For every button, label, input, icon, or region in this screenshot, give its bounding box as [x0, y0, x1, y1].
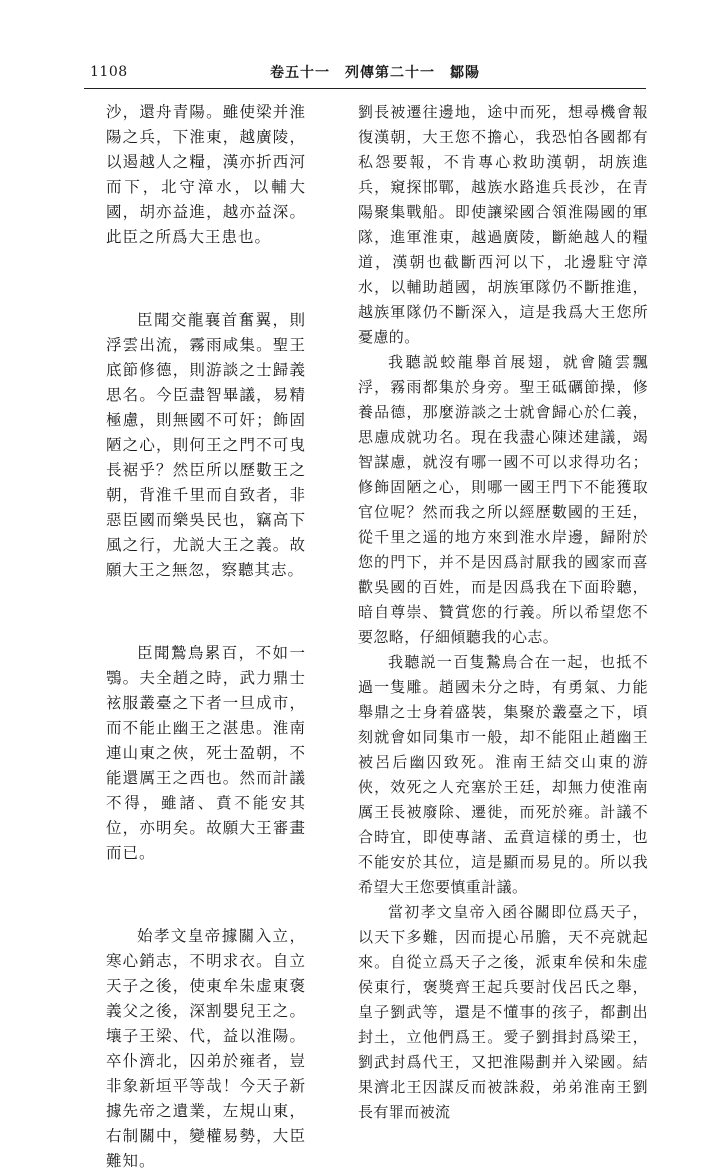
header-divider: [84, 88, 646, 89]
classical-paragraph: 臣聞鷙鳥累百，不如一鶚。夫全趙之時，武力鼎士袨服叢臺之下者一旦成市，而不能止幽王之湛患。淮南連山東之俠，死士盈朝，不能還厲王之西也。然而計議不得，雖諸、賁不能安其位，亦明矣。故願大王審畫而已。: [106, 644, 306, 862]
translation-paragraph: 當初孝文皇帝入函谷關即位爲天子，以天下多難，因而提心吊膽，天不亮就起來。自從立爲天子之後，派東牟侯和朱虚侯東行，褒獎齊王起兵要討伐呂氏之舉，皇子劉武等，還是不懂事的孩子，都劃出封土，立他們爲王。愛子劉揖封爲梁王，劉武封爲代王，又把淮陽劃并入梁國。結果濟北王因謀反而被誅殺，弟弟淮南王劉長有罪而被流: [358, 903, 648, 1121]
classical-paragraph: 始孝文皇帝據關入立，寒心銷志，不明求衣。自立天子之後，使東牟朱虚東褒義父之後，深割嬰兒王之。壤子王梁、代，益以淮陽。卒仆濟北，囚弟於雍者，豈非象新垣平等哉！今天子新據先帝之遺業，左規山東，右制關中，變權易勢，大臣難知。: [106, 927, 306, 1170]
classical-paragraph: 臣聞交龍襄首奮翼，則浮雲出流，霧雨咸集。聖王底節修德，則游談之士歸義思名。今臣盡智畢議，易精極慮，則無國不可奸；飾固陋之心，則何王之門不可曳長裾乎？然臣所以歷數王之朝，背淮千里而自致者，非惡臣國而樂吳民也，竊高下風之行，尤説大王之義。故願大王之無忽，察聽其志。: [106, 311, 306, 579]
page-number: 1108: [90, 64, 128, 80]
translation-paragraph: 劉長被遷往邊地，途中而死，想尋機會報復漢朝，大王您不擔心，我恐怕各國都有私怨要報，不肯專心救助漢朝，胡族進兵，窺探邯鄲，越族水路進兵長沙，在青陽聚集戰船。即使讓梁國合領淮陽國的軍隊，進軍淮東，越過廣陵，斷絶越人的糧道，漢朝也截斷西河以下，北邊駐守漳水，以輔助趙國，胡族軍隊仍不斷推進，越族軍隊仍不斷深入，這是我爲大王您所憂慮的。: [358, 103, 648, 346]
paragraph-spacer: [106, 250, 306, 308]
translation-paragraph: 我聽説蛟龍舉首展翅，就會隨雲飄浮，霧雨都集於身旁。聖王砥礪節操，修養品德，那麼游談之士就會歸心於仁義，思慮成就功名。現在我盡心陳述建議，竭智謀慮，就沒有哪一國不可以求得功名；修飾固陋之心，則哪一國王門下不能獲取官位呢？然而我之所以經歷數國的王廷，從千里之遥的地方來到淮水岸邊，歸附於您的門下，并不是因爲討厭我的國家而喜歡吳國的百姓，而是因爲我在下面聆聽，暗自尊崇、贊賞您的行義。所以希望您不要忽略，仔細傾聽我的心志。: [358, 353, 648, 646]
classical-text-column: [106, 100, 306, 1174]
translation-paragraph: 我聽説一百隻鷙鳥合在一起，也抵不過一隻雕。趙國未分之時，有勇氣、力能舉鼎之士身着盛裝，集聚於叢臺之下，頃刻就會如同集市一般，却不能阻止趙幽王被呂后幽囚致死。淮南王結交山東的游俠，效死之人充塞於王廷，却無力使淮南厲王長被廢除、遷徙，而死於雍。計議不合時宜，即使專諸、孟賁這樣的勇士，也不能安於其位，這是顯而易見的。所以我希望大王您要慎重計議。: [358, 653, 648, 896]
paragraph-spacer: [106, 866, 306, 924]
translation-text-column: [358, 100, 648, 1125]
classical-paragraph: 沙，還舟青陽。雖使梁并淮陽之兵，下淮東，越廣陵，以遏越人之糧，漢亦折西河而下，北守漳水，以輔大國，胡亦益進，越亦益深。此臣之所爲大王患也。: [106, 103, 306, 246]
running-title: 卷五十一 列傳第二十一 鄒陽: [270, 65, 480, 81]
paragraph-spacer: [106, 583, 306, 641]
page-header: [84, 62, 644, 84]
